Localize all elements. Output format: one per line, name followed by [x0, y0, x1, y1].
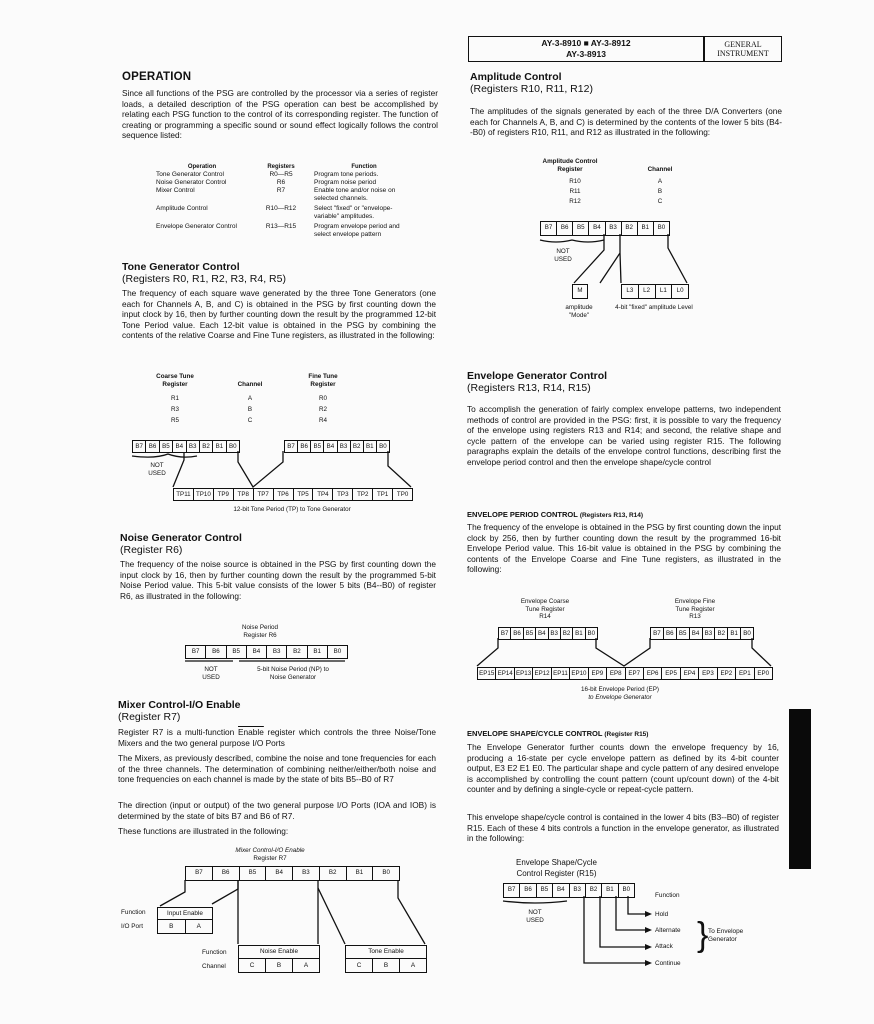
bit-cell: TP1	[373, 489, 393, 500]
amplitude-col-channel: Channel	[647, 166, 673, 173]
shape-attack-line	[600, 896, 648, 947]
bit-cell: TP8	[234, 489, 254, 500]
fn-cell: Enable tone and/or noise on selected channels.	[314, 187, 396, 202]
col-registers: Registers	[267, 164, 295, 170]
bit-cell: B6	[520, 884, 536, 897]
tone-channel-list	[230, 393, 270, 426]
mixer-io-connector-2	[212, 880, 238, 904]
bit-cell: B1	[364, 441, 377, 452]
bit-cell: B2	[561, 628, 573, 639]
envelope-period-regs: (Registers R13, R14)	[579, 512, 644, 519]
bit-cell: TP5	[294, 489, 314, 500]
noise-register-label: Noise Period Register R6	[241, 624, 279, 639]
bit-cell: B0	[382, 869, 390, 876]
bit-cell: EP12	[533, 668, 551, 679]
bit-cell: B2	[351, 441, 364, 452]
tone-connector-2	[238, 451, 283, 487]
bit-cell: B6	[213, 867, 240, 880]
bit-cell: TP0	[396, 491, 409, 498]
bit-cell: B4	[553, 884, 569, 897]
operation-row	[150, 203, 420, 221]
fn-cell: Program tone periods.	[314, 171, 379, 178]
mixer-io-port-label: I/O Port	[121, 923, 144, 930]
operation-title: OPERATION	[122, 71, 192, 83]
envelope-ep-caption	[560, 686, 680, 701]
op-cell: Envelope Generator Control	[156, 223, 237, 230]
envelope-period-title: ENVELOPE PERIOD CONTROL	[467, 510, 578, 519]
envelope-coarse-label: Envelope Coarse Tune Register R14	[520, 598, 570, 621]
arrow-attack-icon	[645, 944, 652, 950]
bit-cell: B0	[229, 443, 237, 450]
bit-cell: B4	[536, 628, 548, 639]
tone-connector-1	[173, 453, 184, 487]
amp-not-used-brace	[540, 240, 604, 242]
noise-subtitle: (Register R6)	[120, 544, 183, 556]
bit-cell: B3	[570, 884, 586, 897]
amp-reg: R10	[569, 178, 581, 185]
shape-fn-continue: Continue	[655, 960, 681, 967]
fn-cell: Program noise period	[314, 179, 377, 186]
section-tab	[789, 709, 811, 869]
amplitude-mode-caption: amplitude "Mode"	[565, 304, 593, 319]
fine-reg: R4	[318, 417, 328, 424]
bit-cell: B7	[133, 441, 146, 452]
mixer-enable-word: Enable	[238, 727, 264, 737]
noise-not-used: NOT USED	[202, 666, 220, 681]
io-port-a: A	[196, 923, 201, 930]
tone-col-coarse: Coarse Tune Register	[156, 373, 194, 388]
amp-channel: A	[657, 178, 663, 185]
mixer-subtitle: (Register R7)	[118, 711, 181, 723]
logo-line-2: INSTRUMENT	[717, 49, 769, 58]
shape-register	[503, 883, 635, 898]
ep-caption-1: 16-bit Envelope Period (EP)	[580, 686, 660, 693]
noise-title: Noise Generator Control	[120, 532, 242, 544]
channel: B	[247, 406, 253, 413]
tone-fine-register	[284, 440, 390, 453]
bit-cell: B7	[186, 646, 206, 658]
bit-cell: B5	[537, 884, 553, 897]
bit-cell: L1	[656, 285, 673, 298]
bit-cell: B0	[622, 886, 631, 893]
bit-cell: EP15	[478, 668, 496, 679]
ep-caption-2: to Envelope Generator	[588, 693, 652, 701]
tone-caption: 12-bit Tone Period (TP) to Tone Generator	[233, 506, 351, 513]
bit-cell: TP2	[353, 489, 373, 500]
bit-cell: B5	[311, 441, 324, 452]
amp-channel: C	[657, 198, 663, 205]
amplitude-mode-bit	[572, 284, 588, 299]
envelope-shape-reg: (Register R15)	[604, 731, 649, 738]
tone-not-used: NOT USED	[148, 462, 166, 477]
bit-cell: EP3	[699, 668, 717, 679]
mixer-register	[185, 866, 400, 881]
noise-channel-b: B	[266, 959, 293, 972]
right-brace-icon: }	[697, 916, 709, 954]
envelope-fine-register	[650, 627, 754, 640]
bit-cell: B6	[298, 441, 311, 452]
shape-reg-label-1: Envelope Shape/Cycle	[516, 858, 597, 867]
operation-row	[150, 171, 420, 179]
amplitude-channel-list	[645, 177, 675, 207]
bit-cell: B5	[227, 646, 247, 658]
bit-cell: B5	[240, 867, 267, 880]
envelope-shape-heading	[467, 729, 648, 738]
io-port-b: B	[158, 920, 186, 933]
bit-cell: B5	[524, 628, 536, 639]
amplitude-col-register: Amplitude Control Register	[542, 158, 598, 173]
envelope-period-body: The frequency of the envelope is obtained in the PSG by first counting down the input clock by 256, then by further counting down the result by the programmed 16-bit Envelope Period value. This 16-bit value is obtained in the PSG by combining the contents of the Envelope Coarse and Fine Tune registers, as illustrated in the following:	[467, 522, 781, 575]
noise-channel-a: A	[303, 962, 309, 969]
bit-cell: B0	[743, 630, 751, 637]
tone-period-register	[173, 488, 413, 501]
bit-cell: TP3	[333, 489, 353, 500]
bit-cell: B0	[379, 443, 387, 450]
operation-row	[150, 187, 420, 203]
tone-title: Tone Generator Control	[122, 261, 240, 273]
bit-cell: EP11	[552, 668, 570, 679]
bit-cell: B6	[664, 628, 677, 639]
bit-cell: B4	[589, 222, 605, 235]
bit-cell: B3	[549, 628, 561, 639]
mode-bit: M	[577, 287, 583, 294]
mixer-tone-connector-1	[318, 888, 345, 944]
bit-cell: B1	[347, 867, 374, 880]
tone-fine-list	[298, 393, 348, 426]
reg-cell: R0—R5	[269, 171, 293, 178]
amp-reg: R11	[569, 188, 581, 195]
noise-enable-table	[238, 945, 320, 973]
tone-subtitle: (Registers R0, R1, R2, R3, R4, R5)	[122, 273, 286, 285]
operation-table	[150, 163, 420, 239]
bit-cell: B1	[213, 441, 226, 452]
amp-channel: B	[657, 188, 663, 195]
tone-connector-3	[388, 451, 411, 487]
operation-body: Since all functions of the PSG are controlled by the processor via a series of register loads, a detailed description of the PSG operation can best be accomplished by relating each PSG function to the control of its corresponding register. The function of creating or programming a specific sound or sound effect logically follows the control sequence listed:	[122, 88, 438, 141]
op-cell: Amplitude Control	[156, 205, 208, 212]
shape-continue-line	[584, 896, 648, 963]
operation-row	[150, 221, 420, 239]
bit-cell: B0	[333, 648, 342, 655]
reg-cell: R10—R12	[265, 205, 297, 212]
bit-cell: B2	[622, 222, 638, 235]
tone-enable-table	[345, 945, 427, 973]
mixer-body-1	[118, 727, 436, 748]
bit-cell: EP9	[589, 668, 607, 679]
fn-cell: Select "fixed" or "envelope-variable" amplitudes.	[314, 205, 393, 220]
shape-fn-hold: Hold	[655, 911, 669, 918]
bit-cell: B2	[200, 441, 213, 452]
logo-line-1: GENERAL	[724, 40, 762, 49]
bit-cell: B6	[511, 628, 523, 639]
bit-cell: B4	[266, 867, 293, 880]
to-envelope-generator: To Envelope Generator	[708, 928, 744, 944]
coarse-reg: R5	[170, 417, 180, 424]
shape-alternate-line	[616, 896, 648, 930]
mixer-function-label: Function	[121, 909, 146, 916]
bit-cell: TP10	[194, 489, 214, 500]
coarse-reg: R1	[170, 395, 180, 402]
arrow-hold-icon	[645, 911, 652, 917]
bit-cell: B7	[285, 441, 298, 452]
bit-cell: L3	[622, 285, 639, 298]
channel: A	[247, 395, 253, 402]
reg-cell: R7	[276, 187, 286, 194]
shape-hold-line	[628, 896, 648, 914]
op-cell: Noise Generator Control	[156, 179, 227, 186]
amplitude-level-register	[621, 284, 689, 299]
mixer-reg-label-2: Register R7	[253, 854, 287, 862]
env-connector-3	[752, 638, 771, 666]
col-operation: Operation	[187, 164, 217, 170]
bit-cell: B4	[173, 441, 186, 452]
operation-table-header	[150, 163, 420, 171]
coarse-reg: R3	[170, 406, 180, 413]
noise-np-caption: 5-bit Noise Period (NP) to Noise Generator	[257, 666, 329, 681]
mixer-reg-label-1: Mixer Control-I/O Enable	[235, 847, 305, 854]
part-line-1: AY-3-8910 ■ AY-3-8912	[541, 38, 631, 48]
mixer-body-1-post: register which controls the three Noise/Tone Mixers and the two general purpose I/O Ports	[118, 727, 436, 748]
bit-cell: B7	[541, 222, 557, 235]
bit-cell: B3	[703, 628, 716, 639]
mixer-body-3: The direction (input or output) of the two general purpose I/O Ports (IOA and IOB) is determined by the state of bits B7 and B6 of R7.	[118, 800, 436, 821]
noise-register	[185, 645, 348, 659]
noise-function-label: Function	[202, 949, 227, 956]
amplitude-not-used: NOT USED	[554, 248, 572, 263]
bit-cell: B4	[690, 628, 703, 639]
tone-coarse-list	[150, 393, 200, 426]
bit-cell: B6	[206, 646, 226, 658]
bit-cell: TP11	[174, 489, 194, 500]
reg-cell: R13—R15	[265, 223, 297, 230]
bit-cell: EP14	[496, 668, 514, 679]
shape-fn-attack: Attack	[655, 943, 673, 950]
general-instrument-logo	[704, 36, 782, 62]
shape-not-used: NOT USED	[526, 909, 544, 924]
envelope-title: Envelope Generator Control	[467, 370, 608, 382]
input-enable-table	[157, 907, 213, 934]
bit-cell: B5	[677, 628, 690, 639]
envelope-shape-body-2: This envelope shape/cycle control is contained in the lower 4 bits (B3--B0) of register R15. Each of these 4 bits controls a function in the envelope generator, as illustrated in the following:	[467, 812, 779, 844]
fine-reg: R0	[318, 395, 328, 402]
op-cell: Tone Generator Control	[156, 171, 224, 178]
env-connector-2	[596, 638, 650, 666]
fn-cell: Program envelope period and select envelope pattern	[314, 223, 400, 238]
part-line-2: AY-3-8913	[566, 49, 606, 59]
envelope-coarse-register	[498, 627, 598, 640]
bit-cell: TP9	[214, 489, 234, 500]
bit-cell: TP4	[313, 489, 333, 500]
tone-not-used-brace	[132, 454, 197, 457]
mixer-tone-connector-2	[398, 880, 425, 944]
bit-cell: EP5	[662, 668, 680, 679]
envelope-subtitle: (Registers R13, R14, R15)	[467, 382, 591, 394]
arrow-continue-icon	[645, 960, 652, 966]
amplitude-subtitle: (Registers R10, R11, R12)	[470, 83, 593, 95]
bit-cell: B1	[638, 222, 654, 235]
bit-cell: B2	[320, 867, 347, 880]
bit-cell: EP13	[515, 668, 533, 679]
bit-cell: B3	[293, 867, 320, 880]
bit-cell: B2	[287, 646, 307, 658]
bit-cell: B3	[606, 222, 622, 235]
mixer-title: Mixer Control-I/O Enable	[118, 699, 241, 711]
shape-function-label: Function	[655, 892, 680, 899]
bit-cell: B1	[308, 646, 328, 658]
bit-cell: B7	[651, 628, 664, 639]
amp-reg: R12	[569, 198, 581, 205]
mixer-body-1-pre: Register R7 is a multi-function	[118, 727, 238, 737]
bit-cell: B7	[504, 884, 520, 897]
bit-cell: EP0	[757, 670, 770, 677]
bit-cell: B2	[586, 884, 602, 897]
bit-cell: EP4	[681, 668, 699, 679]
tone-coarse-register	[132, 440, 240, 453]
bit-cell: B7	[499, 628, 511, 639]
noise-channel-c: C	[239, 959, 266, 972]
amp-level-connector-2	[668, 234, 687, 283]
tone-col-fine: Fine Tune Register	[308, 373, 338, 388]
bit-cell: TP7	[254, 489, 274, 500]
op-cell: Mixer Control	[156, 187, 195, 194]
input-enable-label: Input Enable	[158, 908, 212, 920]
bit-cell: B3	[267, 646, 287, 658]
shape-not-used-brace	[503, 901, 567, 903]
arrow-alternate-icon	[645, 927, 652, 933]
bit-cell: B2	[715, 628, 728, 639]
bit-cell: B6	[557, 222, 573, 235]
shape-register-label	[516, 857, 597, 879]
channel: C	[247, 417, 253, 424]
reg-cell: R6	[276, 179, 286, 186]
shape-fn-alternate: Alternate	[655, 927, 681, 934]
noise-channel-label: Channel	[202, 963, 226, 970]
bit-cell: B0	[657, 224, 666, 231]
shape-reg-label-2: Control Register (R15)	[516, 869, 597, 878]
bit-cell: B7	[186, 867, 213, 880]
amplitude-title: Amplitude Control	[470, 71, 562, 83]
bit-cell: TP6	[274, 489, 294, 500]
bit-cell: EP10	[570, 668, 588, 679]
tone-enable-label: Tone Enable	[346, 946, 426, 959]
noise-body: The frequency of the noise source is obtained in the PSG by first counting down the input clock by 16, then by further counting down the result by the programmed 5-bit Noise Period value. This 5-bit value consists of the lower 5 bits (B4--B0) of register R6, as illustrated in the following:	[120, 559, 436, 601]
envelope-fine-label: Envelope Fine Tune Register R13	[674, 598, 716, 621]
bit-cell: EP1	[736, 668, 754, 679]
amplitude-level-caption: 4-bit "fixed" amplitude Level	[615, 304, 693, 311]
col-function: Function	[351, 164, 377, 170]
bit-cell: L0	[676, 287, 684, 294]
operation-row	[150, 179, 420, 187]
bit-cell: EP7	[626, 668, 644, 679]
noise-enable-label: Noise Enable	[239, 946, 319, 959]
bit-cell: B5	[573, 222, 589, 235]
bit-cell: B1	[602, 884, 618, 897]
amp-mode-connector	[574, 234, 604, 283]
amplitude-body: The amplitudes of the signals generated by each of the three D/A Converters (one each for Channels A, B, and C) is determined by the contents of the lower 5 bits (B4--B0) of registers R10, R11, and R12 as illustrated in the following:	[470, 106, 782, 138]
bit-cell: B4	[324, 441, 337, 452]
envelope-period-register	[477, 667, 773, 680]
fine-reg: R2	[318, 406, 328, 413]
bit-cell: EP6	[644, 668, 662, 679]
bit-cell: EP8	[607, 668, 625, 679]
mixer-body-2: The Mixers, as previously described, combine the noise and tone frequencies for each of the three channels. The determination of combining neither/either/both noise and tone frequencies on each channel is made by the state of bits B5--B0 of R7	[118, 753, 436, 785]
tone-col-channel: Channel	[237, 381, 263, 388]
bit-cell: B4	[247, 646, 267, 658]
bit-cell: B0	[587, 630, 596, 637]
bit-cell: B5	[160, 441, 173, 452]
bit-cell: B1	[573, 628, 585, 639]
env-connector-1	[477, 638, 498, 666]
mixer-io-connector-1	[160, 880, 185, 906]
envelope-period-heading	[467, 510, 643, 519]
amplitude-register	[540, 221, 670, 236]
amplitude-reg-list	[560, 177, 590, 207]
tone-channel-c: C	[346, 959, 373, 972]
bit-cell: B6	[146, 441, 159, 452]
bit-cell: EP2	[718, 668, 736, 679]
mixer-body-4: These functions are illustrated in the following:	[118, 826, 289, 836]
envelope-body: To accomplish the generation of fairly complex envelope patterns, two independent methods of control are provided in the PSG: first, it is possible to vary the frequency of the envelope using registers R13 and R14; and second, the relative shape and cycle pattern of the envelope can be varied using register R15. The following paragraphs explain the details of the envelope control functions, describing first the envelope period control and then the envelope shape/cycle control	[467, 404, 781, 467]
bit-cell: B3	[338, 441, 351, 452]
tone-channel-a: A	[410, 962, 416, 969]
envelope-shape-body-1: The Envelope Generator further counts down the envelope frequency by 16, producing a 16-state per cycle envelope pattern as defined by its 4-bit counter output, E3 E2 E1 E0. The particular shape and cycle pattern of any desired envelope is accomplished by controlling the count pattern (count up/count down) of the 4-bit counter and by defining a single-cycle or repeat-cycle pattern.	[467, 742, 779, 795]
tone-body: The frequency of each square wave generated by the three Tone Generators (one each for Channels A, B, and C) is obtained in the PSG by first counting down the input clock by 16, then by further counting down the result by the programmed 12-bit Tone Period value. Each 12-bit value is obtained in the PSG by combining the contents of the relative Coarse and Fine Tune registers, as illustrated in the following:	[122, 288, 436, 341]
amp-level-connector-1	[600, 234, 621, 283]
bit-cell: B1	[728, 628, 741, 639]
mixer-register-label	[220, 847, 320, 862]
envelope-shape-title: ENVELOPE SHAPE/CYCLE CONTROL	[467, 729, 603, 738]
bit-cell: L2	[639, 285, 656, 298]
tone-channel-b: B	[373, 959, 400, 972]
bit-cell: B3	[187, 441, 200, 452]
part-number-header	[468, 36, 704, 62]
